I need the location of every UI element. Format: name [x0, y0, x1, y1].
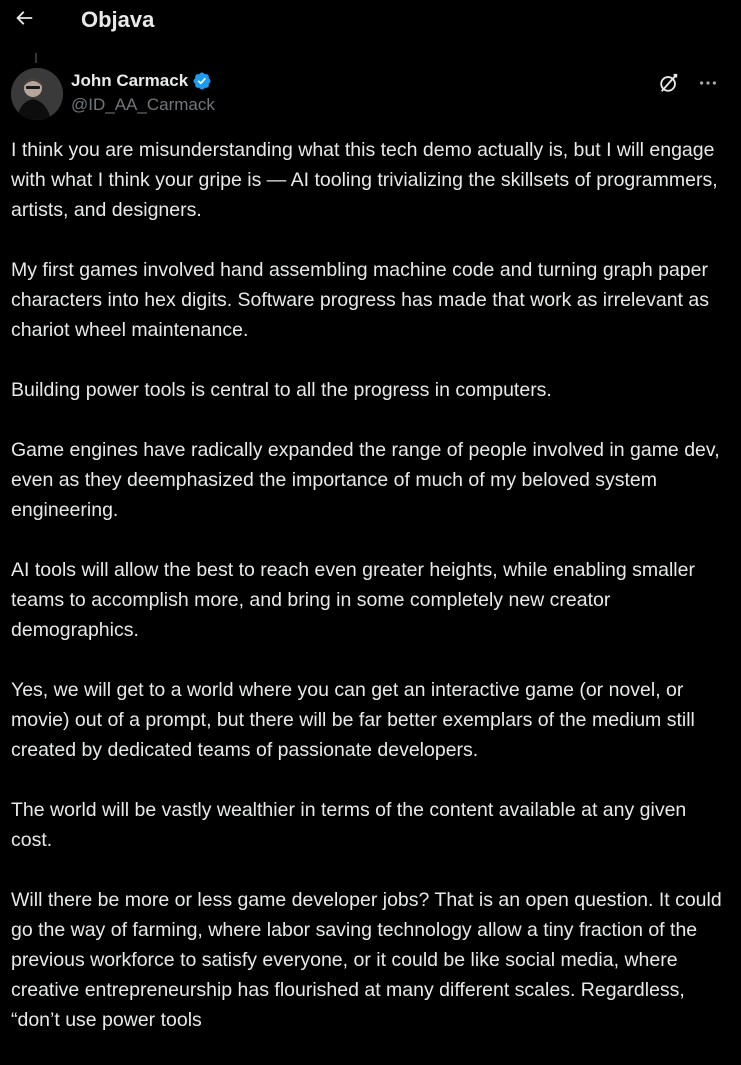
page-title: Objava — [81, 7, 155, 32]
avatar[interactable] — [11, 68, 63, 120]
tweet-text — [11, 135, 729, 1065]
header-bar — [0, 0, 741, 42]
tweet-paragraph: The world will be vastly wealthier in terms of the content available at any given cost. — [11, 799, 687, 851]
tweet-paragraph: Building power tools is central to all the progress in computers. — [11, 379, 552, 401]
thread-connector-line — [35, 53, 37, 63]
author-handle[interactable]: @ID_AA_Carmack — [71, 95, 215, 114]
author-name-text[interactable]: John Carmack — [71, 71, 189, 90]
verified-badge-icon[interactable] — [192, 71, 212, 91]
more-horizontal-icon — [697, 72, 719, 99]
more-options-button[interactable] — [695, 72, 721, 98]
tweet-paragraph: Yes, we will get to a world where you can get an interactive game (or novel, or movie) out of a prompt, but there will be far better exemplars of the medium still created by dedicated teams of passionate developers. — [11, 679, 695, 761]
grok-button[interactable] — [656, 72, 682, 98]
arrow-left-icon — [13, 7, 35, 34]
author-name[interactable] — [71, 70, 212, 92]
tweet-paragraph: Game engines have radically expanded the range of people involved in game dev, even as they deemphasized the importance of much of my beloved system engineering. — [11, 439, 720, 521]
tweet-paragraph: AI tools will allow the best to reach even greater heights, while enabling smaller teams to accomplish more, and bring in some completely new creator demographics. — [11, 559, 695, 641]
grok-icon — [658, 72, 680, 99]
tweet-paragraph: My first games involved hand assembling machine code and turning graph paper characters into hex digits. Software progress has made that work as irrelevant as chariot wheel maintenance. — [11, 259, 709, 341]
tweet-paragraph: Will there be more or less game developer jobs? That is an open question. It could go the way of farming, where labor saving technology allow a tiny fraction of the previous workforce to satisfy everyone, or it could be like social media, where creative entrepreneurship has flourished at many different scales. Regardless, “don’t use power tools — [11, 889, 722, 1031]
back-button[interactable] — [10, 6, 38, 34]
tweet-paragraph: I think you are misunderstanding what this tech demo actually is, but I will engage with what I think your gripe is — AI tooling trivializing the skillsets of programmers, artists, and designers. — [11, 139, 718, 221]
